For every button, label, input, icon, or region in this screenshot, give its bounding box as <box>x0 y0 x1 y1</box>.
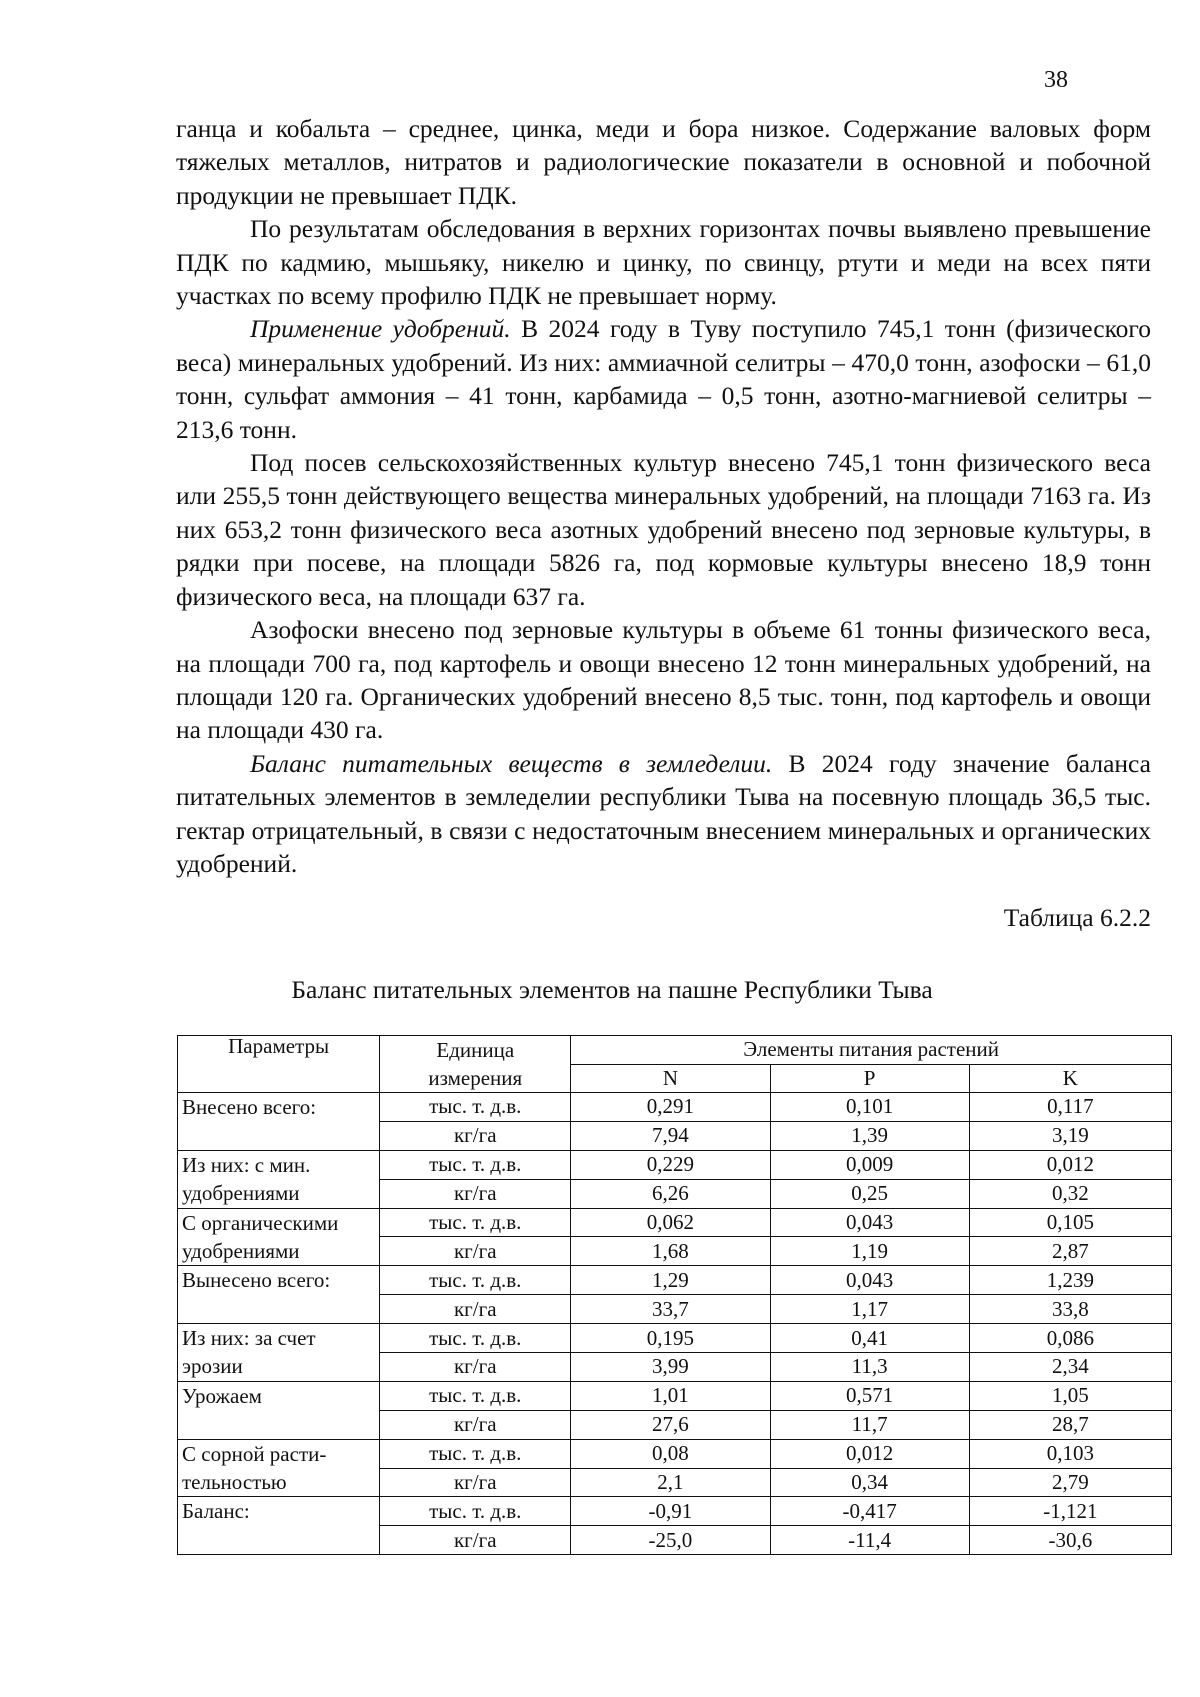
cell-n: 2,1 <box>571 1468 770 1497</box>
cell-k: 0,012 <box>969 1150 1171 1179</box>
cell-n: 0,195 <box>571 1324 770 1353</box>
header-k: K <box>969 1064 1171 1093</box>
row-parameter <box>178 1381 380 1439</box>
row-parameter <box>178 1208 380 1266</box>
cell-unit: тыс. т. д.в. <box>380 1266 571 1295</box>
cell-p: 11,7 <box>770 1410 969 1439</box>
cell-n: 3,99 <box>571 1353 770 1382</box>
row-parameter-line: удобрениями <box>182 1238 300 1263</box>
row-parameter-line: С сорной расти- <box>182 1441 327 1466</box>
cell-p: 1,17 <box>770 1295 969 1324</box>
cell-k: 1,239 <box>969 1266 1171 1295</box>
paragraph-4: Под посев сельскохозяйственных культур внесено 745,1 тонн физического веса или 255,5 тонн действующего вещества минеральных удобрений, на площади 7163 га. Из них 653,2 тонн физического веса азотных удобрений внесено под зерновые культуры, в рядки при посеве, на площади 5826 га, под кормовые культуры внесено 18,9 тонн физического веса, на площади 637 га. <box>176 448 1151 611</box>
cell-unit: кг/га <box>380 1410 571 1439</box>
cell-unit: тыс. т. д.в. <box>380 1150 571 1179</box>
cell-k: 0,086 <box>969 1324 1171 1353</box>
cell-n: 0,062 <box>571 1208 770 1237</box>
cell-k: 1,05 <box>969 1381 1171 1410</box>
cell-p: 0,101 <box>770 1093 969 1122</box>
cell-n: -0,91 <box>571 1497 770 1526</box>
cell-unit: тыс. т. д.в. <box>380 1381 571 1410</box>
header-p: P <box>770 1064 969 1093</box>
header-unit-line2: измерения <box>428 1066 523 1090</box>
row-parameter-line: удобрениями <box>182 1180 300 1205</box>
paragraph-3-text: В 2024 году в Туву поступило 745,1 тонн (физического веса) минеральных удобрений. Из них: аммиачной селитры – 470,0 тонн, азофоски – 61,0 тонн, сульфат аммония – 41 тонн, карбамида – 0,5 тонн, азотно-магниевой селитры – 213,6 тонн. <box>176 314 1152 444</box>
cell-p: 0,012 <box>770 1439 969 1468</box>
table-row <box>178 1439 1172 1468</box>
cell-k: 0,103 <box>969 1439 1171 1468</box>
cell-k: 0,105 <box>969 1208 1171 1237</box>
cell-k: 33,8 <box>969 1295 1171 1324</box>
row-parameter-line: С органическими <box>182 1210 339 1235</box>
cell-n: 0,08 <box>571 1439 770 1468</box>
cell-unit: кг/га <box>380 1237 571 1266</box>
cell-unit: тыс. т. д.в. <box>380 1497 571 1526</box>
cell-unit: кг/га <box>380 1353 571 1382</box>
cell-unit: кг/га <box>380 1121 571 1150</box>
body-text <box>176 112 1151 880</box>
paragraph-3 <box>176 312 1151 446</box>
row-parameter-line: Вынесено всего: <box>182 1268 331 1293</box>
cell-n: 33,7 <box>571 1295 770 1324</box>
cell-n: 1,68 <box>571 1237 770 1266</box>
cell-p: 0,009 <box>770 1150 969 1179</box>
header-parameters: Параметры <box>178 1036 380 1093</box>
table-row <box>178 1093 1172 1122</box>
cell-n: -25,0 <box>571 1526 770 1555</box>
cell-k: -1,121 <box>969 1497 1171 1526</box>
row-parameter <box>178 1439 380 1497</box>
table-title: Баланс питательных элементов на пашне Республики Тыва <box>291 975 933 1004</box>
row-parameter-line: эрозии <box>182 1354 243 1379</box>
paragraph-6-text: В 2024 году значение баланса питательных элементов в земледелии республики Тыва на посевную площадь 36,5 тыс. гектар отрицательный, в связи с недостаточным внесением минеральных и органических удобрений. <box>176 748 1151 878</box>
header-n: N <box>571 1064 770 1093</box>
cell-n: 7,94 <box>571 1121 770 1150</box>
header-unit <box>380 1036 571 1093</box>
cell-p: 0,25 <box>770 1179 969 1208</box>
cell-k: 2,34 <box>969 1353 1171 1382</box>
row-parameter-line: Внесено всего: <box>182 1095 317 1119</box>
cell-unit: тыс. т. д.в. <box>380 1093 571 1122</box>
cell-p: 0,41 <box>770 1324 969 1353</box>
cell-unit: кг/га <box>380 1295 571 1324</box>
cell-unit: кг/га <box>380 1526 571 1555</box>
cell-k: 2,79 <box>969 1468 1171 1497</box>
paragraph-2: По результатам обследования в верхних горизонтах почвы выявлено превышение ПДК по кадмию, мышьяку, никелю и цинку, по свинцу, ртути и меди на всех пяти участках по всему профилю ПДК не превышает норму. <box>176 214 1151 311</box>
cell-unit: тыс. т. д.в. <box>380 1324 571 1353</box>
table-row <box>178 1381 1172 1410</box>
header-unit-line1: Единица <box>436 1038 515 1062</box>
row-parameter-line: Из них: с мин. <box>182 1152 311 1177</box>
paragraph-6-lead: Баланс питательных веществ в земледелии. <box>250 748 773 778</box>
table-row <box>178 1266 1172 1295</box>
cell-unit: тыс. т. д.в. <box>380 1208 571 1237</box>
nutrient-balance-table <box>177 1035 1172 1555</box>
row-parameter-line: Из них: за счет <box>182 1326 316 1351</box>
paragraph-5: Азофоски внесено под зерновые культуры в объеме 61 тонны физического веса, на площади 700 га, под картофель и овощи внесено 12 тонн минеральных удобрений, на площади 120 га. Органических удобрений внесено 8,5 тыс. тонн, под картофель и овощи на площади 430 га. <box>176 615 1151 745</box>
table-body <box>178 1093 1172 1555</box>
cell-k: 0,32 <box>969 1179 1171 1208</box>
table-label: Таблица 6.2.2 <box>1003 903 1151 932</box>
paragraph-3-lead: Применение удобрений. <box>250 314 511 344</box>
cell-n: 0,229 <box>571 1150 770 1179</box>
cell-p: 0,34 <box>770 1468 969 1497</box>
cell-p: 11,3 <box>770 1353 969 1382</box>
row-parameter <box>178 1497 380 1555</box>
cell-unit: кг/га <box>380 1179 571 1208</box>
cell-k: 3,19 <box>969 1121 1171 1150</box>
row-parameter <box>178 1150 380 1208</box>
cell-k: 2,87 <box>969 1237 1171 1266</box>
table-row <box>178 1150 1172 1179</box>
cell-p: 0,043 <box>770 1266 969 1295</box>
cell-unit: тыс. т. д.в. <box>380 1439 571 1468</box>
row-parameter <box>178 1324 380 1382</box>
cell-k: 28,7 <box>969 1410 1171 1439</box>
cell-p: 1,19 <box>770 1237 969 1266</box>
cell-n: 0,291 <box>571 1093 770 1122</box>
row-parameter-line: тельностью <box>182 1469 287 1494</box>
cell-p: -11,4 <box>770 1526 969 1555</box>
row-parameter-line: Урожаем <box>182 1383 262 1408</box>
cell-p: 0,571 <box>770 1381 969 1410</box>
paragraph-6 <box>176 747 1151 881</box>
page-number: 38 <box>1044 67 1068 93</box>
cell-n: 1,29 <box>571 1266 770 1295</box>
cell-p: 0,043 <box>770 1208 969 1237</box>
cell-unit: кг/га <box>380 1468 571 1497</box>
row-parameter <box>178 1093 380 1151</box>
row-parameter <box>178 1266 380 1324</box>
cell-k: 0,117 <box>969 1093 1171 1122</box>
header-elements: Элементы питания растений <box>571 1036 1172 1065</box>
cell-p: -0,417 <box>770 1497 969 1526</box>
cell-p: 1,39 <box>770 1121 969 1150</box>
row-parameter-line: Баланс: <box>182 1499 250 1524</box>
cell-n: 27,6 <box>571 1410 770 1439</box>
cell-n: 1,01 <box>571 1381 770 1410</box>
paragraph-1: ганца и кобальта – среднее, цинка, меди и бора низкое. Содержание валовых форм тяжелых металлов, нитратов и радиологические показатели в основной и побочной продукции не превышает ПДК. <box>176 114 1151 210</box>
cell-k: -30,6 <box>969 1526 1171 1555</box>
cell-n: 6,26 <box>571 1179 770 1208</box>
table-row <box>178 1324 1172 1353</box>
table-row <box>178 1208 1172 1237</box>
table-row <box>178 1497 1172 1526</box>
